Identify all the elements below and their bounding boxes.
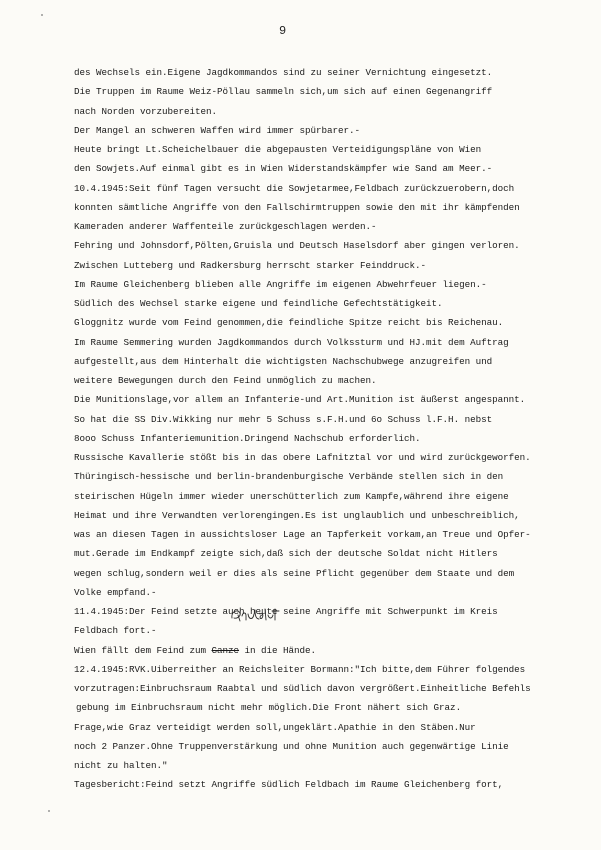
text-line: vorzutragen:Einbruchsraum Raabtal und südlich davon vergrößert.Einheitliche Befehls (74, 683, 531, 694)
text-line: was an diesen Tagen in aussichtsloser Lage an Tapferkeit vorkam,an Treue und Opfer- (74, 529, 531, 540)
text-line: Kameraden anderer Waffenteile zurückgeschlagen werden.- (74, 221, 377, 232)
text-line: Volke empfand.- (74, 586, 157, 598)
text-line: konnten sämtliche Angriffe von den Fallschirmtruppen sowie den mit ihr kämpfenden (74, 201, 520, 213)
text-line: Die Munitionslage,vor allem an Infanterie-und Art.Munition ist äußerst angespannt. (74, 394, 526, 406)
text-line: 8ooo Schuss Infanteriemunition.Dringend Nachschub erforderlich. (74, 432, 421, 444)
text-line: des Wechsels ein.Eigene Jagdkommandos sind zu seiner Vernichtung eingesetzt. (74, 67, 493, 78)
text-line: Russische Kavallerie stößt bis in das obere Lafnitztal vor und wird zurückgeworfen. (74, 452, 531, 463)
handwritten-insertion (229, 606, 287, 624)
page-number: 9 (279, 24, 287, 38)
text-line: weitere Bewegungen durch den Feind unmöglich zu machen. (74, 375, 377, 386)
wien-line-after: in die Hände. (239, 644, 317, 656)
paper-speck (48, 810, 50, 812)
text-line: Im Raume Gleichenberg blieben alle Angriffe im eigenen Abwehrfeuer liegen.- (74, 278, 487, 290)
text-line: Frage,wie Graz verteidigt werden soll,ungeklärt.Apathie in den Stäben.Nur (74, 721, 476, 733)
text-line: Im Raume Semmering wurden Jagdkommandos durch Volkssturm und HJ.mit dem Auftrag (74, 336, 509, 348)
text-line: 11.4.1945:Der Feind setzte auch heute seine Angriffe mit Schwerpunkt im Kreis (74, 606, 498, 617)
text-line: mut.Gerade im Endkampf zeigte sich,daß sich der deutsche Soldat nicht Hitlers (74, 548, 498, 560)
text-line: Tagesbericht:Feind setzt Angriffe südlich Feldbach im Raume Gleichenberg fort, (74, 779, 504, 791)
typed-text-body (74, 63, 574, 795)
text-line: wegen schlug,sondern weil er dies als seine Pflicht gegenüber dem Staate und dem (74, 567, 515, 579)
text-line: nach Norden vorzubereiten. (74, 105, 218, 117)
text-line: gebung im Einbruchsraum nicht mehr möglich.Die Front nähert sich Graz. (76, 702, 462, 714)
paper-speck (41, 14, 43, 16)
text-line-wien (74, 641, 574, 660)
text-line: Die Truppen im Raume Weiz-Pöllau sammeln sich,um sich auf einen Gegenangriff (74, 86, 493, 98)
text-line: So hat die SS Div.Wikking nur mehr 5 Schuss s.F.H.und 6o Schuss l.F.H. nebst (74, 413, 493, 425)
text-line: Thüringisch-hessische und berlin-brandenburgische Verbände stellen sich in den (74, 471, 504, 483)
text-line: Zwischen Lutteberg und Radkersburg herrscht starker Feinddruck.- (74, 259, 427, 271)
text-line: noch 2 Panzer.Ohne Truppenverstärkung und ohne Munition auch gegenwärtige Linie (74, 740, 509, 752)
text-line: Südlich des Wechsel starke eigene und feindliche Gefechtstätigkeit. (74, 298, 443, 309)
text-line: Heute bringt Lt.Scheichelbauer die abgepausten Verteidigungspläne von Wien (74, 144, 482, 155)
text-line: Feldbach fort.- (74, 625, 157, 637)
text-line: Gloggnitz wurde vom Feind genommen,die feindliche Spitze reicht bis Reichenau. (74, 317, 504, 329)
text-line: den Sowjets.Auf einmal gibt es in Wien Widerstandskämpfer wie Sand am Meer.- (74, 163, 493, 175)
wien-line-before: Wien fällt dem Feind zum (74, 644, 212, 656)
text-line: Fehring und Johnsdorf,Pölten,Gruisla und Deutsch Haselsdorf aber gingen verloren. (74, 240, 520, 252)
text-line: Heimat und ihre Verwandten verlorengingen.Es ist unglaublich und unbeschreiblich, (74, 509, 520, 521)
text-line: 10.4.1945:Seit fünf Tagen versucht die Sowjetarmee,Feldbach zurückzuerobern,doch (74, 182, 515, 194)
text-line: 12.4.1945:RVK.Uiberreither an Reichsleiter Bormann:"Ich bitte,dem Führer folgendes (74, 663, 526, 675)
text-line: Der Mangel an schweren Waffen wird immer spürbarer.- (74, 124, 361, 136)
text-line: aufgestellt,aus dem Hinterhalt die wichtigsten Nachschubwege anzugreifen und (74, 355, 493, 367)
struck-word: Ganze (211, 644, 240, 656)
text-line: nicht zu halten." (74, 760, 168, 771)
text-line: steirischen Hügeln immer wieder unerschütterlich zum Kampfe,während ihre eigene (74, 490, 509, 502)
